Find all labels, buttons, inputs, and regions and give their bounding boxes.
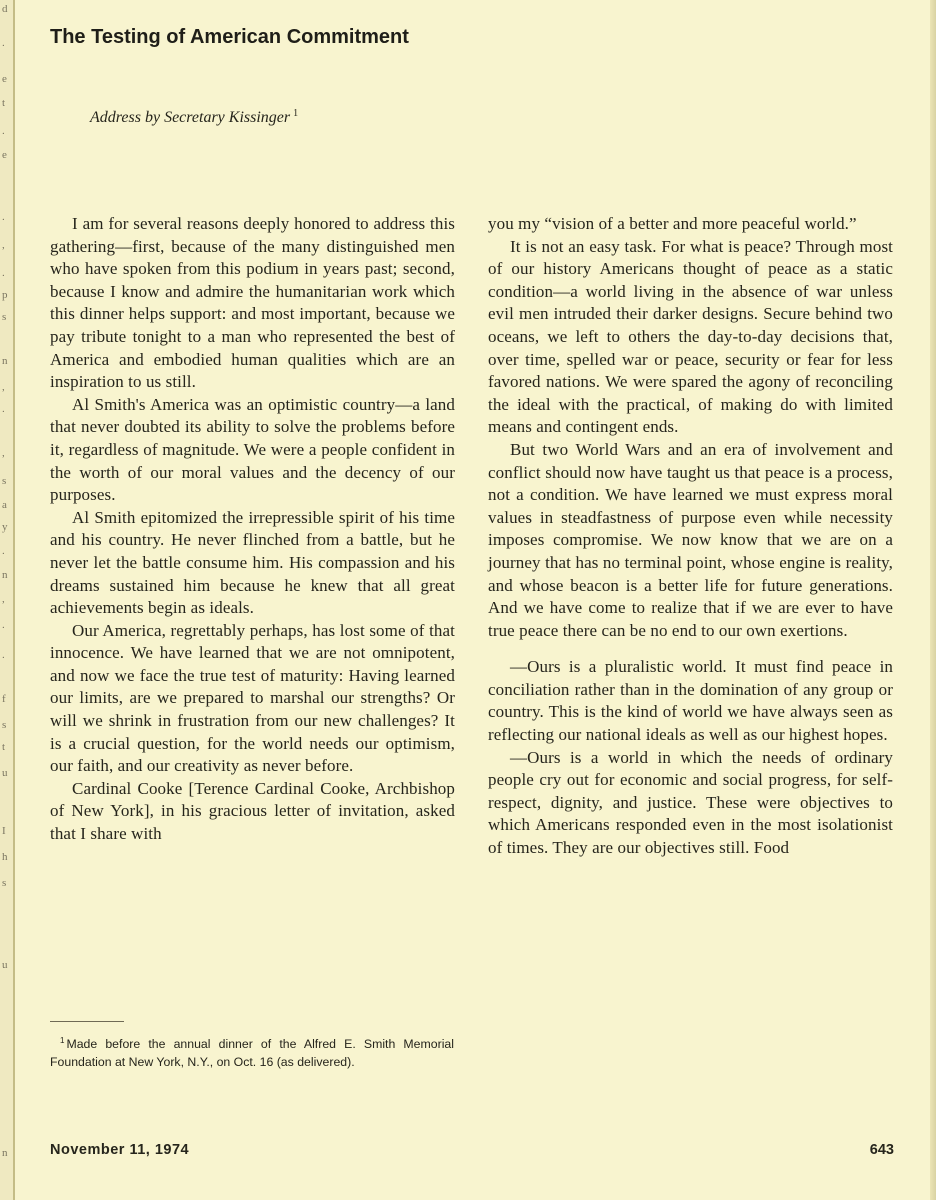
adjacent-page-fragment: u: [2, 767, 8, 779]
footnote-marker: 1: [60, 1036, 65, 1045]
adjacent-page-fragment: t: [2, 741, 6, 753]
adjacent-page-fragment: ,: [2, 447, 5, 459]
adjacent-page-fragment: a: [2, 499, 7, 511]
adjacent-page-strip: [0, 0, 14, 1200]
adjacent-page-fragment: n: [2, 355, 8, 367]
adjacent-page-fragment: p: [2, 289, 8, 301]
adjacent-page-fragment: .: [2, 403, 5, 415]
adjacent-page-fragment: n: [2, 1147, 8, 1159]
adjacent-page-fragment: s: [2, 877, 7, 889]
paragraph: It is not an easy task. For what is peace? Through most of our history Americans thought of peace as a static condition—a world living in the absence of war unless evil men intruded their darker designs. Secure behind two oceans, we left to others the day-to-day decisions that, over time, spelled war or peace, security or fear for less favored nations. We were spared the agony of reconciling the ideal with the practical, of making do with limited means and contingent ends.: [488, 236, 893, 437]
adjacent-page-fragment: u: [2, 959, 8, 971]
adjacent-page-fragment: n: [2, 569, 8, 581]
article-title: The Testing of American Commitment: [50, 26, 409, 48]
page-number: 643: [869, 1142, 894, 1158]
left-column: [50, 213, 455, 846]
footer-date: November 11, 1974: [50, 1142, 190, 1158]
adjacent-page-fragments: [2, 0, 12, 1200]
adjacent-page-fragment: .: [2, 649, 5, 661]
adjacent-page-fragment: .: [2, 267, 5, 279]
paragraph: Cardinal Cooke [Terence Cardinal Cooke, Archbishop of New York], in his gracious letter of invitation, asked that I share with: [50, 778, 455, 844]
page-gutter-rule: [13, 0, 15, 1200]
adjacent-page-fragment: f: [2, 693, 6, 705]
list-item: —Ours is a pluralistic world. It must find peace in conciliation rather than in the domination of any group or country. This is the kind of world we have always seen as reflecting our national ideals as well as our highest hopes.: [488, 657, 893, 745]
byline: [90, 108, 298, 127]
footnote-text: Made before the annual dinner of the Alfred E. Smith Memorial Foundation at New York, N.Y., on Oct. 16 (as delivered).: [50, 1037, 454, 1069]
adjacent-page-fragment: ,: [2, 593, 5, 605]
adjacent-page-fragment: ,: [2, 381, 5, 393]
paragraph: Al Smith epitomized the irrepressible spirit of his time and his country. He never flinched from a battle, but he never let the battle consume him. His compassion and his dreams sustained him because he knew that all great achievements begin as ideals.: [50, 507, 455, 618]
adjacent-page-fragment: s: [2, 719, 7, 731]
adjacent-page-fragment: t: [2, 97, 6, 109]
page-right-edge: [930, 0, 936, 1200]
adjacent-page-fragment: ,: [2, 239, 5, 251]
paragraph: Al Smith's America was an optimistic country—a land that never doubted its ability to solve the problems before it, regardless of magnitude. We were a people confident in the worth of our moral values and the decency of our purposes.: [50, 394, 455, 505]
adjacent-page-fragment: d: [2, 3, 8, 15]
adjacent-page-fragment: I: [2, 825, 6, 837]
byline-text: Address by Secretary Kissinger: [90, 109, 291, 126]
footnote: [50, 1032, 454, 1071]
footnote-divider: [50, 1021, 124, 1022]
list-item: —Ours is a world in which the needs of ordinary people cry out for economic and social progress, for self-respect, dignity, and justice. These were objectives to which Americans responded even in the most isolationist of times. They are our objectives still. Food: [488, 747, 893, 858]
adjacent-page-fragment: y: [2, 521, 8, 533]
paragraph: Our America, regrettably perhaps, has lost some of that innocence. We have learned that we are not omnipotent, and now we face the true test of maturity: Having learned our limits, are we prepared to marshal our strengths? Or will we shrink in frustration from our new challenges? It is a crucial question, for the world needs our optimism, our faith, and our creativity as never before.: [50, 620, 455, 776]
adjacent-page-fragment: h: [2, 851, 8, 863]
adjacent-page-fragment: .: [2, 211, 5, 223]
paragraph: I am for several reasons deeply honored to address this gathering—first, because of the many distinguished men who have spoken from this podium in years past; second, because I know and admire the humanitarian work which this dinner helps support: and most important, because we pay tribute tonight to a man who represented the best of America and embodied human qualities which are an inspiration to us still.: [50, 214, 455, 392]
adjacent-page-fragment: .: [2, 37, 5, 49]
adjacent-page-fragment: .: [2, 125, 5, 137]
paragraph-continuation: you my “vision of a better and more peaceful world.”: [488, 214, 857, 233]
adjacent-page-fragment: e: [2, 73, 7, 85]
paragraph: But two World Wars and an era of involvement and conflict should now have taught us that peace is a process, not a condition. We have learned we must express moral values in steadfastness of purpose even while necessity imposes compromise. We now know that we are on a journey that has no terminal point, whose engine is reality, and whose beacon is a better life for future generations. And we have come to realize that if we are ever to have true peace there can be no end to our own exertions.: [488, 439, 893, 640]
byline-footnote-marker: 1: [293, 108, 299, 119]
adjacent-page-fragment: .: [2, 619, 5, 631]
adjacent-page-fragment: .: [2, 545, 5, 557]
adjacent-page-fragment: s: [2, 475, 7, 487]
adjacent-page-fragment: e: [2, 149, 7, 161]
right-column: [488, 213, 893, 860]
adjacent-page-fragment: s: [2, 311, 7, 323]
